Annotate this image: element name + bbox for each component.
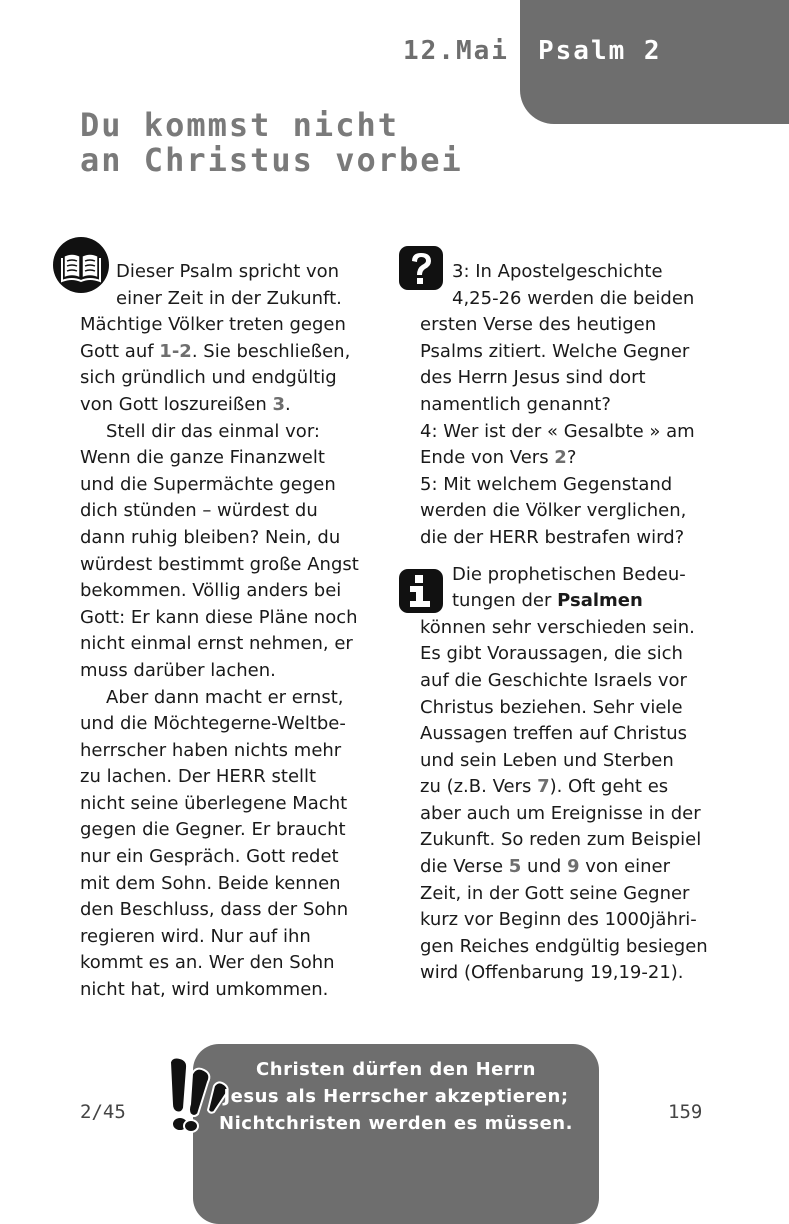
text-line: regieren wird. Nur auf ihn: [80, 925, 311, 947]
text-line: gen Reiches endgültig besiegen: [420, 935, 708, 957]
text-line: und die Möchtegerne-Weltbe-: [80, 713, 346, 735]
title-line-2: an Christus vorbei: [80, 141, 463, 179]
text-line: nicht hat, wird umkommen.: [80, 979, 329, 1001]
text-line: Mächtige Völker treten gegen: [80, 314, 346, 336]
page-counter: 2/45: [80, 1101, 126, 1123]
text-line: namentlich genannt?: [420, 393, 611, 415]
text-line: Gott auf 1-2. Sie beschließen,: [80, 340, 351, 362]
text-line: kurz vor Beginn des 1000jähri-: [420, 909, 697, 931]
page-title: [80, 108, 463, 178]
header-psalm: Psalm 2: [538, 36, 662, 66]
text-line: aber auch um Ereignisse in der: [420, 802, 701, 824]
left-column: [80, 259, 380, 1004]
text-line: dich stünden – würdest du: [80, 500, 318, 522]
text-line: auf die Geschichte Israels vor: [420, 669, 687, 691]
title-line-1: Du kommst nicht: [80, 106, 399, 144]
page-number: 159: [668, 1101, 703, 1123]
text-line: des Herrn Jesus sind dort: [420, 367, 646, 389]
callout-line-1: Christen dürfen den Herrn: [256, 1059, 536, 1080]
text-line: nicht seine überlegene Macht: [80, 792, 348, 814]
text-line: nicht einmal ernst nehmen, er: [80, 633, 353, 655]
text-line: können sehr verschieden sein.: [420, 616, 695, 638]
callout-line-3: Nichtchristen werden es müssen.: [219, 1113, 573, 1134]
text-line: werden die Völker verglichen,: [420, 500, 687, 522]
text-line: gegen die Gegner. Er braucht: [80, 819, 346, 841]
verse-ref: 2: [554, 447, 567, 469]
right-column: [420, 259, 720, 987]
text-line: zu lachen. Der HERR stellt: [80, 766, 317, 788]
text-line: 5: Mit welchem Gegenstand: [420, 473, 673, 495]
text-line: Zukunft. So reden zum Beispiel: [420, 829, 702, 851]
text-line: kommt es an. Wer den Sohn: [80, 952, 335, 974]
text-line: Dieser Psalm spricht von: [116, 261, 340, 282]
text-line: Christus beziehen. Sehr viele: [420, 696, 683, 718]
spacer: [420, 552, 720, 562]
callout-line-2: Jesus als Herrscher akzeptieren;: [223, 1086, 569, 1107]
text-line: dann ruhig bleiben? Nein, du: [80, 526, 341, 548]
text-line: tungen der Psalmen: [452, 590, 643, 612]
verse-ref: 9: [567, 856, 580, 878]
verse-ref: 1-2: [159, 340, 192, 362]
text-line: ersten Verse des heutigen: [420, 314, 657, 336]
text-line: Die prophetischen Bedeu-: [452, 563, 686, 585]
text-line: 4: Wer ist der « Gesalbte » am: [420, 420, 695, 442]
verse-ref: 5: [508, 856, 522, 878]
text-line: Gott: Er kann diese Pläne noch: [80, 606, 358, 628]
callout-text: [193, 1056, 599, 1137]
text-line: 4,25-26 werden die beiden: [452, 287, 695, 309]
text-line: muss darüber lachen.: [80, 659, 276, 681]
text-line: und die Supermächte gegen: [80, 473, 336, 495]
text-line: Zeit, in der Gott seine Gegner: [420, 882, 690, 904]
text-line: Wenn die ganze Finanzwelt: [80, 447, 325, 469]
text-line: würdest bestimmt große Angst: [80, 553, 359, 575]
text-line: nur ein Gespräch. Gott redet: [80, 846, 339, 868]
text-line: sich gründlich und endgültig: [80, 367, 337, 389]
text-line: Stell dir das einmal vor:: [106, 420, 320, 442]
text-line: Es gibt Voraussagen, die sich: [420, 643, 683, 665]
text-line: zu (z.B. Vers 7). Oft geht es: [420, 776, 669, 798]
text-line: 3: In Apostelgeschichte: [452, 261, 663, 282]
text-line: mit dem Sohn. Beide kennen: [80, 872, 341, 894]
text-line: den Beschluss, dass der Sohn: [80, 899, 349, 921]
text-line: wird (Offenbarung 19,19-21).: [420, 962, 684, 984]
text-line: und sein Leben und Sterben: [420, 749, 674, 771]
text-line: einer Zeit in der Zukunft.: [116, 287, 342, 309]
text-line: Aber dann macht er ernst,: [106, 686, 344, 708]
header-date: 12.Mai: [403, 36, 509, 66]
text-line: Psalms zitiert. Welche Gegner: [420, 340, 690, 362]
bold-term: Psalmen: [557, 590, 643, 612]
verse-ref: 3: [272, 393, 285, 415]
text-line: Ende von Vers 2?: [420, 447, 577, 469]
text-line: bekommen. Völlig anders bei: [80, 580, 342, 602]
text-line: von Gott loszureißen 3.: [80, 393, 291, 415]
text-line: die der HERR bestrafen wird?: [420, 526, 685, 548]
text-line: herrscher haben nichts mehr: [80, 739, 342, 761]
verse-ref: 7: [537, 776, 550, 798]
text-line: die Verse 5 und 9 von einer: [420, 856, 671, 878]
text-line: Aussagen treffen auf Christus: [420, 723, 687, 745]
